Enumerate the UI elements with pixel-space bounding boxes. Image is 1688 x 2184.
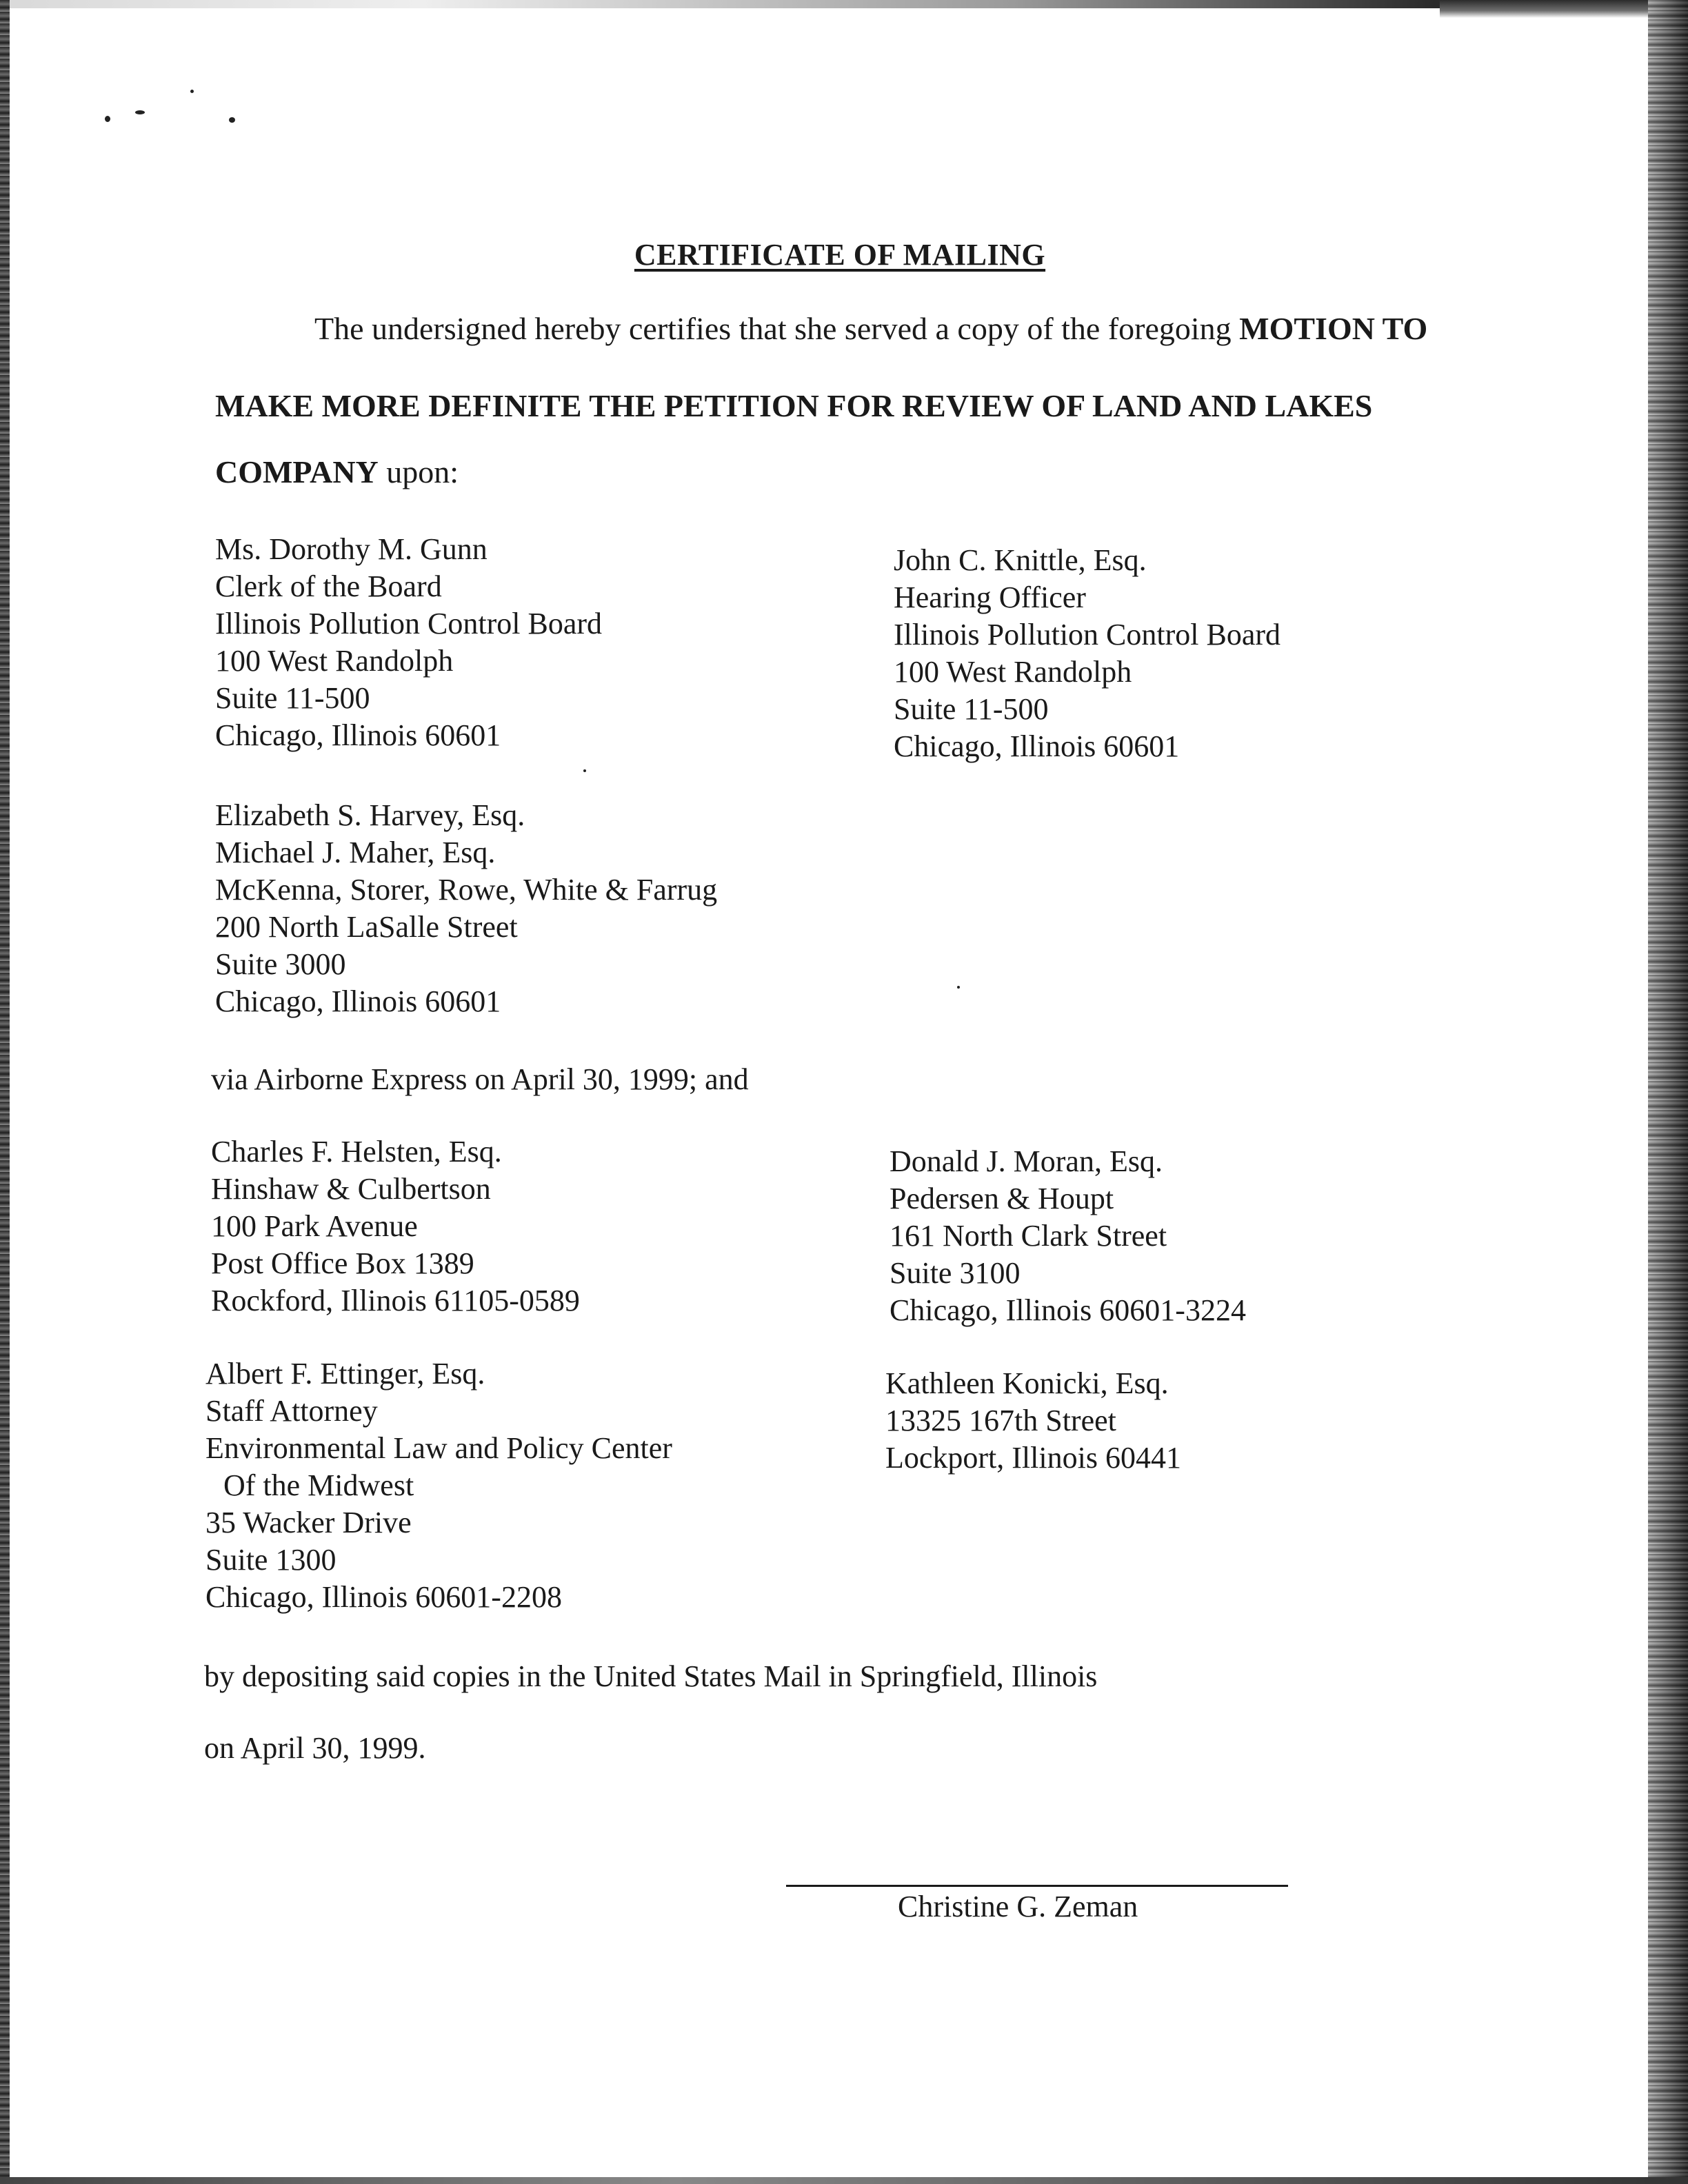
intro-line-2 xyxy=(215,387,1372,424)
intro-line-1-bold: MOTION TO xyxy=(1239,311,1428,346)
intro-line-3-plain: upon: xyxy=(378,454,459,489)
address-line: Environmental Law and Policy Center xyxy=(205,1431,672,1465)
address-line: 100 Park Avenue xyxy=(211,1209,418,1243)
address-block-knittle xyxy=(894,542,1280,765)
address-line: Albert F. Ettinger, Esq. xyxy=(205,1357,485,1391)
address-line: Chicago, Illinois 60601 xyxy=(215,718,501,752)
address-line: 161 North Clark Street xyxy=(890,1219,1167,1253)
delivery-airborne-text: via Airborne Express on April 30, 1999; and xyxy=(211,1062,749,1096)
address-line: 13325 167th Street xyxy=(885,1404,1116,1437)
address-block-ettinger xyxy=(205,1355,672,1616)
address-line: Michael J. Maher, Esq. xyxy=(215,836,496,869)
address-line: Elizabeth S. Harvey, Esq. xyxy=(215,798,525,832)
scan-speck xyxy=(105,116,110,122)
address-line: Illinois Pollution Control Board xyxy=(894,618,1281,651)
address-block-helsten xyxy=(211,1133,580,1320)
intro-line-1 xyxy=(314,310,1427,347)
delivery-mail-line-1 xyxy=(204,1659,1097,1694)
scan-edge-top xyxy=(0,0,1688,8)
address-line: Rockford, Illinois 61105-0589 xyxy=(211,1284,580,1317)
intro-line-2-bold: MAKE MORE DEFINITE THE PETITION FOR REVIEW OF LAND AND LAKES xyxy=(215,388,1373,423)
address-line: 200 North LaSalle Street xyxy=(215,910,518,944)
delivery-airborne xyxy=(211,1062,749,1097)
address-line: Chicago, Illinois 60601 xyxy=(215,984,501,1018)
address-line: Illinois Pollution Control Board xyxy=(215,607,603,640)
scan-edge-right xyxy=(1648,0,1688,2184)
address-line: Suite 3000 xyxy=(215,947,346,981)
intro-line-3 xyxy=(215,454,459,490)
address-line: Donald J. Moran, Esq. xyxy=(890,1144,1163,1178)
address-line: Suite 3100 xyxy=(890,1256,1021,1290)
document-title-text: CERTIFICATE OF MAILING xyxy=(634,238,1046,272)
signatory-name: Christine G. Zeman xyxy=(898,1890,1138,1923)
address-line: Suite 11-500 xyxy=(215,681,370,715)
scan-speck xyxy=(229,117,235,123)
address-line: Suite 11-500 xyxy=(894,692,1049,726)
document-title xyxy=(0,237,1688,272)
intro-line-3-bold: COMPANY xyxy=(215,454,379,489)
address-line: Post Office Box 1389 xyxy=(211,1246,474,1280)
address-block-moran xyxy=(890,1143,1246,1329)
address-line: John C. Knittle, Esq. xyxy=(894,543,1147,577)
intro-line-1-plain: The undersigned hereby certifies that she served a copy of the foregoing xyxy=(314,311,1240,346)
scan-speck xyxy=(190,90,194,93)
delivery-mail-text-2: on April 30, 1999. xyxy=(204,1731,426,1765)
address-line: Suite 1300 xyxy=(205,1543,336,1577)
address-line: Chicago, Illinois 60601 xyxy=(894,729,1180,763)
scan-edge-bottom xyxy=(0,2177,1688,2184)
address-block-harvey-maher xyxy=(215,797,717,1020)
address-line: Charles F. Helsten, Esq. xyxy=(211,1135,502,1169)
address-line: Staff Attorney xyxy=(205,1394,378,1428)
address-line: Chicago, Illinois 60601-2208 xyxy=(205,1580,562,1614)
delivery-mail-line-2 xyxy=(204,1730,425,1766)
signature-line xyxy=(786,1885,1288,1887)
address-line: 100 West Randolph xyxy=(215,644,454,678)
address-line: Kathleen Konicki, Esq. xyxy=(885,1366,1169,1400)
address-line: Lockport, Illinois 60441 xyxy=(885,1441,1181,1475)
address-line: 100 West Randolph xyxy=(894,655,1132,689)
address-block-gunn xyxy=(215,531,602,754)
scan-edge-left xyxy=(0,0,10,2184)
address-line: Chicago, Illinois 60601-3224 xyxy=(890,1293,1246,1327)
address-line: Hinshaw & Culbertson xyxy=(211,1172,491,1206)
scan-speck xyxy=(957,986,960,989)
address-block-konicki xyxy=(885,1365,1181,1477)
address-line: Pedersen & Houpt xyxy=(890,1182,1114,1215)
address-line: Hearing Officer xyxy=(894,580,1086,614)
scan-speck xyxy=(583,769,586,772)
address-line: 35 Wacker Drive xyxy=(205,1506,412,1539)
address-line: Of the Midwest xyxy=(223,1468,414,1502)
address-line: Clerk of the Board xyxy=(215,569,442,603)
address-line: Ms. Dorothy M. Gunn xyxy=(215,532,488,566)
delivery-mail-text-1: by depositing said copies in the United States Mail in Springfield, Illinois xyxy=(204,1659,1098,1693)
address-line: McKenna, Storer, Rowe, White & Farrug xyxy=(215,873,718,907)
scan-speck xyxy=(135,110,145,114)
